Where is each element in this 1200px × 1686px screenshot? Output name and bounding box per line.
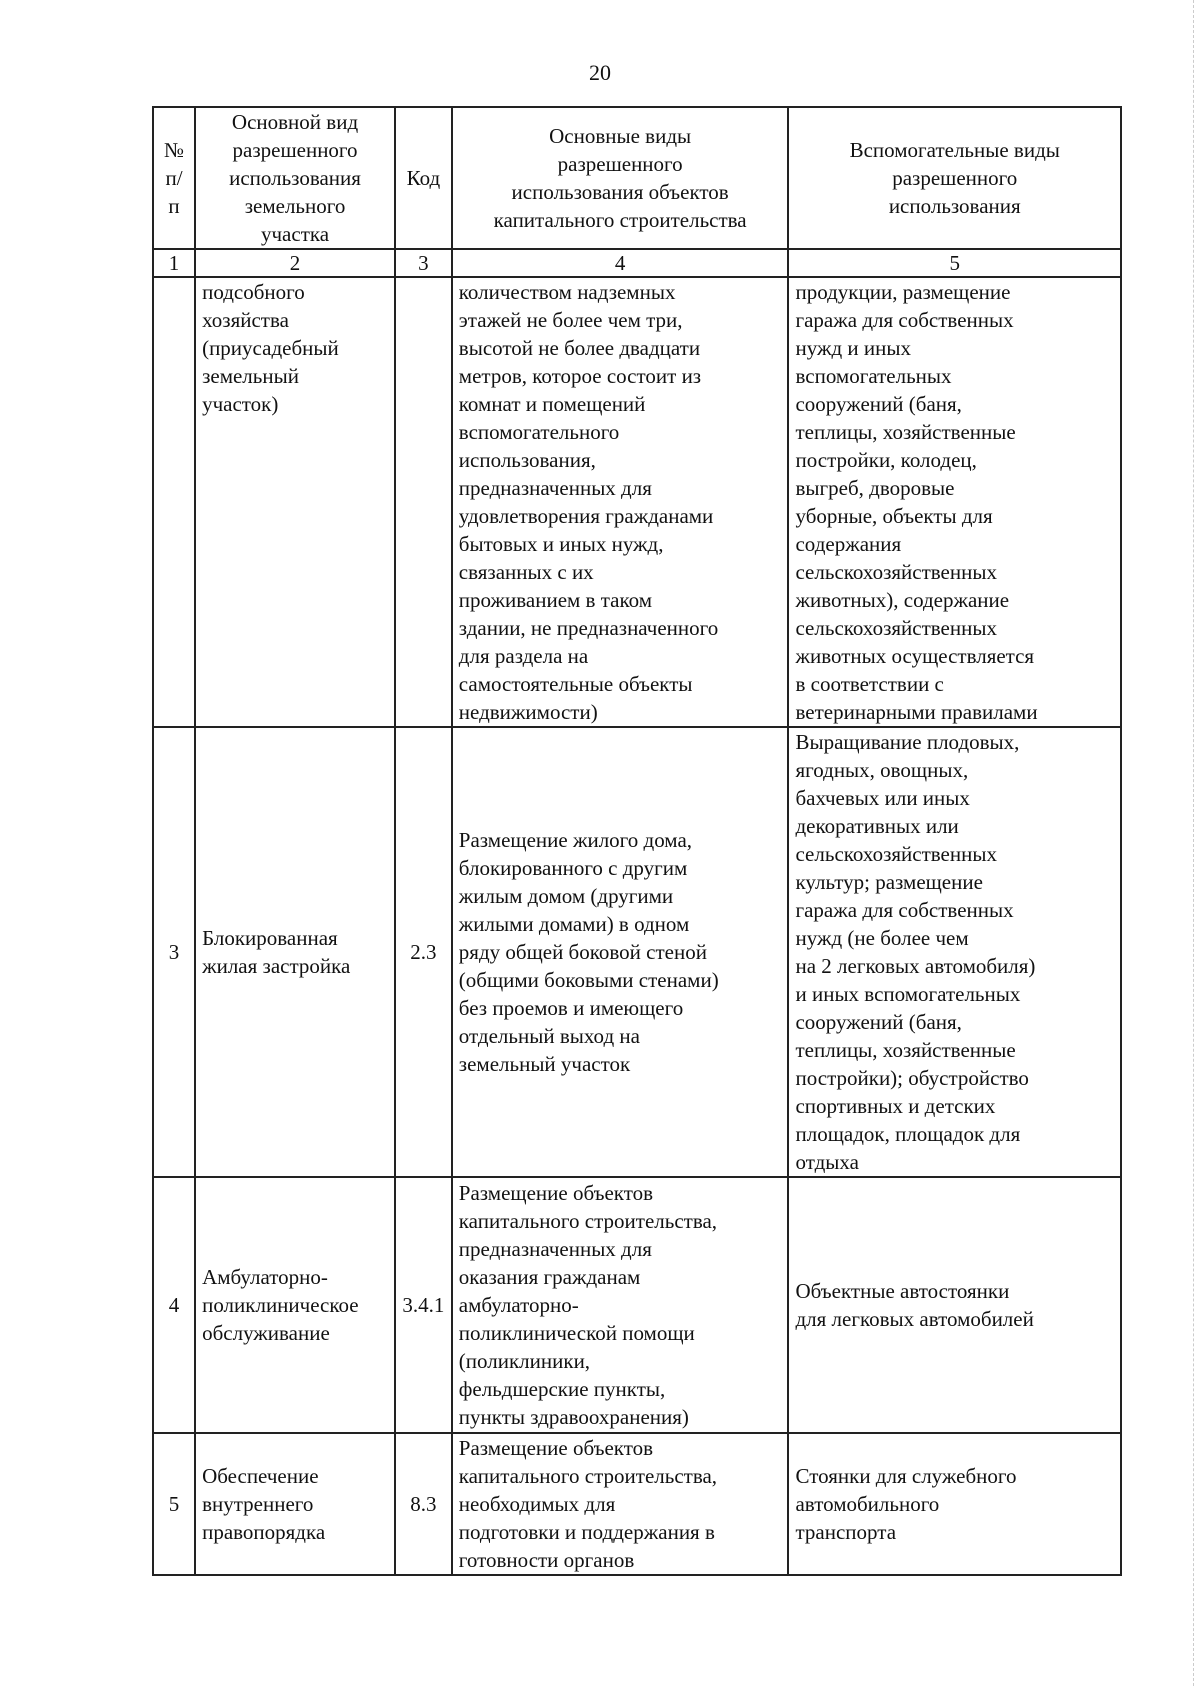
header-main-capital-use: Основные виды разрешенного использования объектов капитального строительства xyxy=(452,107,789,249)
row-code: 2.3 xyxy=(395,727,452,1177)
row-code: 3.4.1 xyxy=(395,1177,452,1433)
row-capital-use: Размещение объектов капитального строительства, предназначенных для оказания гражданам амбулаторно- поликлинической помощи (поликлиники, фельдшерские пункты, пункты здравоохранения) xyxy=(452,1177,789,1433)
table-row xyxy=(153,277,1121,727)
row-land-use: Обеспечение внутреннего правопорядка xyxy=(195,1433,395,1575)
header-num: № п/п xyxy=(153,107,195,249)
row-land-use: Амбулаторно- поликлиническое обслуживание xyxy=(195,1177,395,1433)
row-capital-use: Размещение объектов капитального строительства, необходимых для подготовки и поддержания в готовности органов xyxy=(452,1433,789,1575)
row-land-use: Блокированная жилая застройка xyxy=(195,727,395,1177)
column-number: 5 xyxy=(788,249,1121,277)
column-number: 3 xyxy=(395,249,452,277)
row-auxiliary: Стоянки для служебного автомобильного транспорта xyxy=(788,1433,1121,1575)
row-capital-use: количеством надземных этажей не более чем три, высотой не более двадцати метров, которое состоит из комнат и помещений вспомогательного использования, предназначенных для удовлетворения гражданами бытовых и иных нужд, связанных с их проживанием в таком здании, не предназначенного для раздела на самостоятельные объекты недвижимости) xyxy=(452,277,789,727)
row-code: 8.3 xyxy=(395,1433,452,1575)
row-num: 3 xyxy=(153,727,195,1177)
header-main-land-use: Основной вид разрешенного использования земельного участка xyxy=(195,107,395,249)
row-num xyxy=(153,277,195,727)
row-num: 5 xyxy=(153,1433,195,1575)
row-auxiliary: продукции, размещение гаража для собственных нужд и иных вспомогательных сооружений (баня, теплицы, хозяйственные постройки, колодец, выгреб, дворовые уборные, объекты для содержания сельскохозяйственных животных), содержание сельскохозяйственных животных осуществляется в соответствии с ветеринарными правилами xyxy=(788,277,1121,727)
table-row xyxy=(153,1177,1121,1433)
row-land-use: подсобного хозяйства (приусадебный земельный участок) xyxy=(195,277,395,727)
column-number: 1 xyxy=(153,249,195,277)
header-code: Код xyxy=(395,107,452,249)
column-number: 2 xyxy=(195,249,395,277)
scan-edge xyxy=(1193,0,1200,1686)
row-auxiliary: Объектные автостоянки для легковых автомобилей xyxy=(788,1177,1121,1433)
row-code xyxy=(395,277,452,727)
table-row xyxy=(153,1433,1121,1575)
page-number: 20 xyxy=(589,60,611,85)
table-row xyxy=(153,727,1121,1177)
table-header-row xyxy=(153,107,1121,249)
row-auxiliary: Выращивание плодовых, ягодных, овощных, бахчевых или иных декоративных или сельскохозяйственных культур; размещение гаража для собственных нужд (не более чем на 2 легковых автомобиля) и иных вспомогательных сооружений (баня, теплицы, хозяйственные постройки); обустройство спортивных и детских площадок, площадок для отдыха xyxy=(788,727,1121,1177)
header-auxiliary-use: Вспомогательные виды разрешенного использования xyxy=(788,107,1121,249)
column-number-row xyxy=(153,249,1121,277)
land-use-table xyxy=(152,106,1122,1576)
row-num: 4 xyxy=(153,1177,195,1433)
column-number: 4 xyxy=(452,249,789,277)
row-capital-use: Размещение жилого дома, блокированного с другим жилым домом (другими жилыми домами) в одном ряду общей боковой стеной (общими боковыми стенами) без проемов и имеющего отдельный выход на земельный участок xyxy=(452,727,789,1177)
